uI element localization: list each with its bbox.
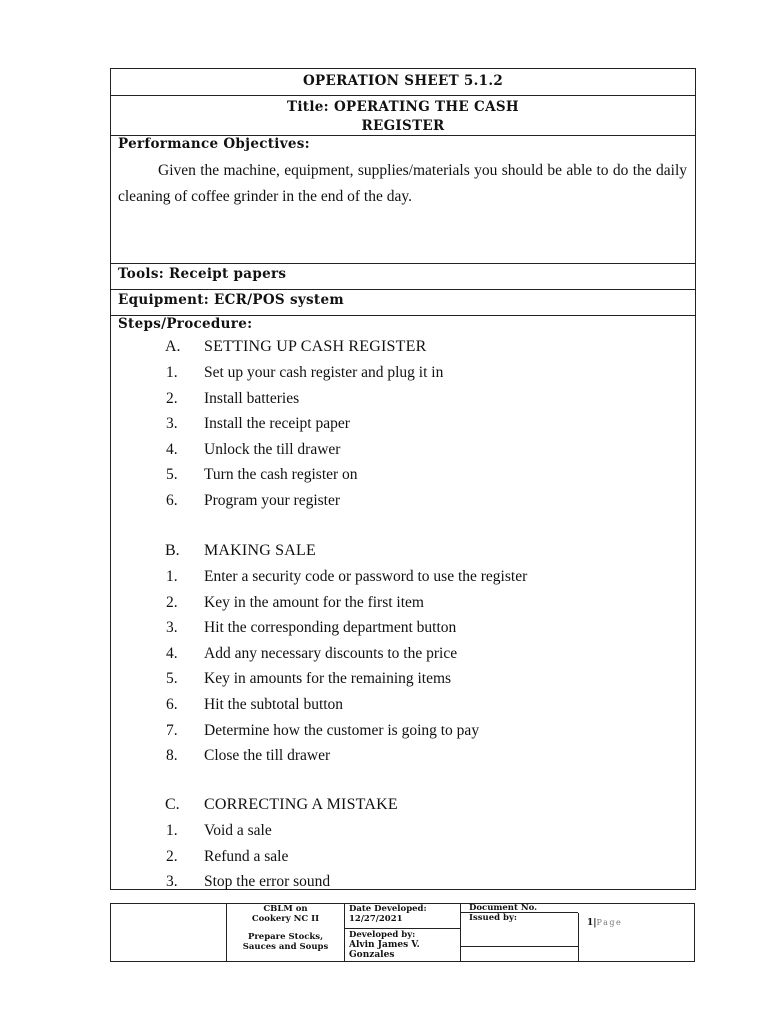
section-title: SETTING UP CASH REGISTER (204, 338, 427, 355)
step-item (111, 415, 695, 441)
document-no-label: Document No. (469, 903, 538, 913)
objectives-label: Performance Objectives: (118, 136, 310, 152)
step-item (111, 696, 695, 722)
operation-sheet (110, 68, 696, 890)
step-text: Key in the amount for the first item (204, 593, 424, 611)
section-c (111, 796, 695, 899)
step-item (111, 619, 695, 645)
step-number: 4. (166, 644, 178, 662)
step-text: Hit the corresponding department button (204, 619, 457, 637)
step-item (111, 492, 695, 518)
step-item (111, 873, 695, 899)
footer-cblm-cell (227, 904, 345, 961)
step-text: Stop the error sound (204, 873, 331, 891)
title-row (111, 96, 695, 136)
step-text: Void a sale (204, 822, 272, 839)
cblm-line2: Cookery NC II (251, 914, 320, 924)
section-title: CORRECTING A MISTAKE (204, 796, 398, 813)
step-number: 2. (166, 389, 178, 407)
section-heading (111, 796, 695, 822)
issued-by-label: Issued by: (469, 913, 518, 923)
step-number: 3. (166, 619, 178, 637)
page-separator: | (593, 918, 597, 928)
page-number: 1 (587, 918, 594, 928)
step-item (111, 747, 695, 773)
step-item (111, 466, 695, 492)
date-value: 12/27/2021 (349, 914, 403, 924)
section-letter: B. (165, 542, 180, 559)
objectives-text: Given the machine, equipment, supplies/materials you should be able to do the daily cleaning of coffee grinder in the end of the day. (118, 162, 687, 205)
cblm-line1: CBLM on (263, 904, 308, 914)
cblm-title (227, 904, 344, 924)
developer-name-line2: Gonzales (349, 950, 395, 960)
step-number: 4. (166, 440, 178, 458)
step-item (111, 645, 695, 671)
sheet-number: OPERATION SHEET 5.1.2 (302, 73, 504, 89)
document-footer (110, 903, 695, 962)
step-item (111, 364, 695, 390)
sheet-title (111, 96, 695, 136)
step-text: Unlock the till drawer (204, 440, 341, 458)
step-text: Program your register (204, 491, 341, 509)
step-text: Hit the subtotal button (204, 695, 344, 713)
sheet-title-line1: Title: OPERATING THE CASH (287, 99, 519, 115)
step-number: 6. (166, 695, 178, 713)
module-title (227, 932, 344, 952)
sheet-title-line2: REGISTER (361, 118, 445, 134)
section-title: MAKING SALE (204, 542, 316, 559)
step-text: Set up your cash register and plug it in (204, 364, 444, 381)
step-number: 5. (166, 466, 178, 484)
step-text: Enter a security code or password to use the register (204, 568, 528, 585)
step-text: Key in amounts for the remaining items (204, 670, 452, 688)
step-text: Refund a sale (204, 847, 289, 865)
page-word: Page (596, 918, 623, 927)
step-number: 1. (166, 822, 178, 839)
developer-name-line1: Alvin James V. (349, 940, 420, 950)
section-a (111, 338, 695, 518)
step-number: 5. (166, 670, 178, 688)
section-b (111, 542, 695, 773)
footer-page-cell (578, 913, 694, 961)
step-number: 1. (166, 568, 178, 585)
footer-blank-cell (111, 904, 227, 961)
step-number: 3. (166, 873, 178, 891)
module-line1: Prepare Stocks, (247, 932, 324, 942)
tools-row (111, 264, 695, 290)
step-number: 7. (166, 721, 178, 739)
footer-divider (461, 946, 578, 947)
steps-row (111, 316, 695, 889)
step-text: Close the till drawer (204, 747, 331, 765)
step-text: Determine how the customer is going to pay (204, 721, 480, 739)
footer-date-cell (345, 904, 461, 961)
equipment-label: Equipment: ECR/POS system (118, 292, 344, 308)
objectives-row (111, 136, 695, 264)
sheet-number-row (111, 69, 695, 96)
step-item (111, 441, 695, 467)
step-number: 3. (166, 415, 178, 433)
step-text: Add any necessary discounts to the price (204, 644, 458, 662)
section-letter: C. (165, 796, 180, 813)
module-line2: Sauces and Soups (242, 942, 329, 952)
step-item (111, 822, 695, 848)
step-item (111, 568, 695, 594)
date-developed (349, 904, 427, 924)
step-text: Install batteries (204, 389, 300, 407)
step-number: 1. (166, 364, 178, 381)
step-item (111, 594, 695, 620)
equipment-row (111, 290, 695, 316)
page-indicator (587, 918, 622, 928)
step-text: Turn the cash register on (204, 466, 358, 484)
step-text: Install the receipt paper (204, 415, 350, 433)
step-number: 8. (166, 747, 178, 765)
footer-doc-cell (461, 904, 578, 961)
date-label: Date Developed: (349, 904, 427, 914)
steps-label: Steps/Procedure: (118, 316, 253, 332)
developed-by-label: Developed by: (349, 930, 416, 940)
step-item (111, 848, 695, 874)
step-item (111, 670, 695, 696)
footer-divider (345, 928, 460, 929)
step-number: 6. (166, 491, 178, 509)
section-heading (111, 542, 695, 568)
section-letter: A. (165, 338, 181, 355)
step-item (111, 390, 695, 416)
step-number: 2. (166, 847, 178, 865)
tools-label: Tools: Receipt papers (118, 266, 287, 282)
step-item (111, 722, 695, 748)
step-number: 2. (166, 593, 178, 611)
section-heading (111, 338, 695, 364)
developed-by (349, 930, 420, 960)
